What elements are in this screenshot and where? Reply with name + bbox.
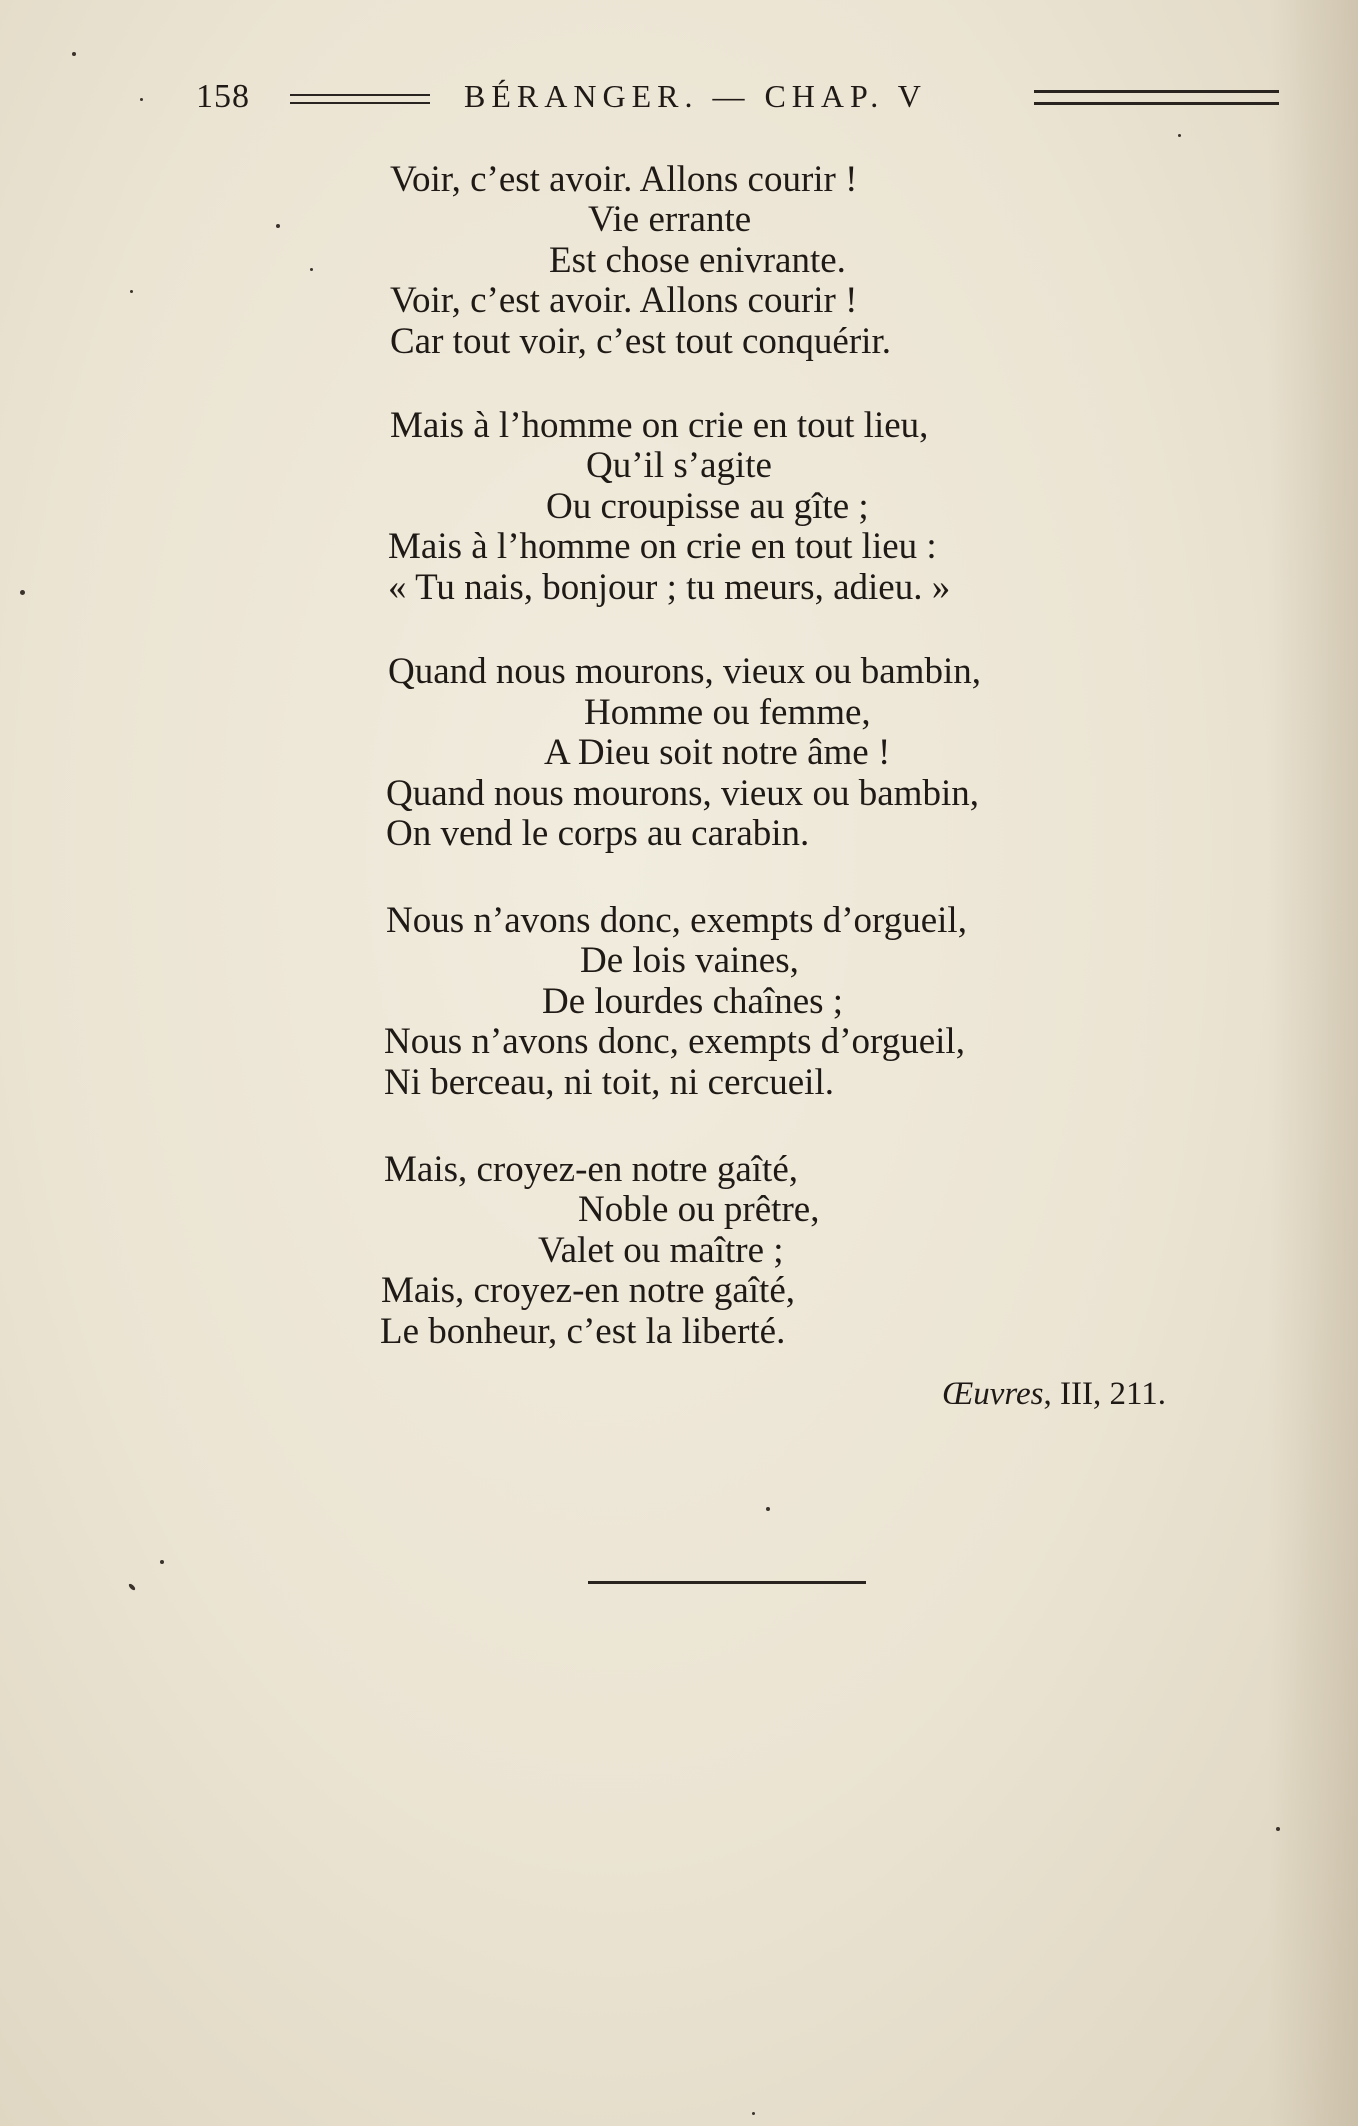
poem-line: Homme ou femme, xyxy=(584,692,871,733)
paper-speck xyxy=(1178,134,1181,137)
poem-line: Voir, c’est avoir. Allons courir ! xyxy=(390,159,858,200)
poem-line: Nous n’avons donc, exempts d’orgueil, xyxy=(384,1021,965,1062)
poem-line: De lourdes chaînes ; xyxy=(542,981,844,1022)
end-rule xyxy=(588,1581,866,1584)
paper-speck xyxy=(160,1560,164,1564)
header-rule-left xyxy=(290,94,430,104)
poem-line: De lois vaines, xyxy=(580,940,799,981)
poem-line: A Dieu soit notre âme ! xyxy=(544,732,891,773)
paper-speck xyxy=(72,52,76,56)
paper-speck xyxy=(130,290,133,293)
poem-line: Nous n’avons donc, exempts d’orgueil, xyxy=(386,900,967,941)
poem-line: Quand nous mourons, vieux ou bambin, xyxy=(388,651,981,692)
paper-speck xyxy=(766,1507,770,1511)
poem-line: On vend le corps au carabin. xyxy=(386,813,810,854)
paper-speck xyxy=(752,2112,755,2115)
paper-speck xyxy=(140,98,143,101)
paper-speck xyxy=(128,1583,136,1591)
poem-line: Mais, croyez-en notre gaîté, xyxy=(381,1270,796,1311)
source-citation xyxy=(942,1376,1166,1413)
paper-speck xyxy=(310,268,313,271)
poem-line: Le bonheur, c’est la liberté. xyxy=(380,1311,786,1352)
paper-speck xyxy=(276,224,280,228)
poem-line: « Tu nais, bonjour ; tu meurs, adieu. » xyxy=(388,567,951,608)
running-header xyxy=(196,78,1286,118)
source-reference: , III, 211. xyxy=(1043,1376,1166,1412)
page-edge-shadow xyxy=(1268,0,1358,2126)
poem-line: Ni berceau, ni toit, ni cercueil. xyxy=(384,1062,834,1103)
paper-speck xyxy=(1276,1827,1280,1831)
page-number: 158 xyxy=(196,78,250,115)
poem-line: Mais, croyez-en notre gaîté, xyxy=(384,1149,799,1190)
poem-line: Mais à l’homme on crie en tout lieu, xyxy=(390,405,929,446)
poem-line: Quand nous mourons, vieux ou bambin, xyxy=(386,773,979,814)
poem-line: Vie errante xyxy=(588,199,752,240)
poem-line: Voir, c’est avoir. Allons courir ! xyxy=(390,280,858,321)
source-work: Œuvres xyxy=(942,1376,1044,1412)
header-rule-right xyxy=(1034,90,1279,105)
poem-line: Noble ou prêtre, xyxy=(578,1189,820,1230)
poem-line: Qu’il s’agite xyxy=(586,445,772,486)
poem-line: Est chose enivrante. xyxy=(549,240,846,281)
paper-speck xyxy=(20,590,25,595)
poem-line: Valet ou maître ; xyxy=(538,1230,784,1271)
running-title: BÉRANGER. — CHAP. V xyxy=(464,78,927,114)
poem-line: Car tout voir, c’est tout conquérir. xyxy=(390,321,891,362)
poem-line: Mais à l’homme on crie en tout lieu : xyxy=(388,526,937,567)
poem-line: Ou croupisse au gîte ; xyxy=(546,486,869,527)
